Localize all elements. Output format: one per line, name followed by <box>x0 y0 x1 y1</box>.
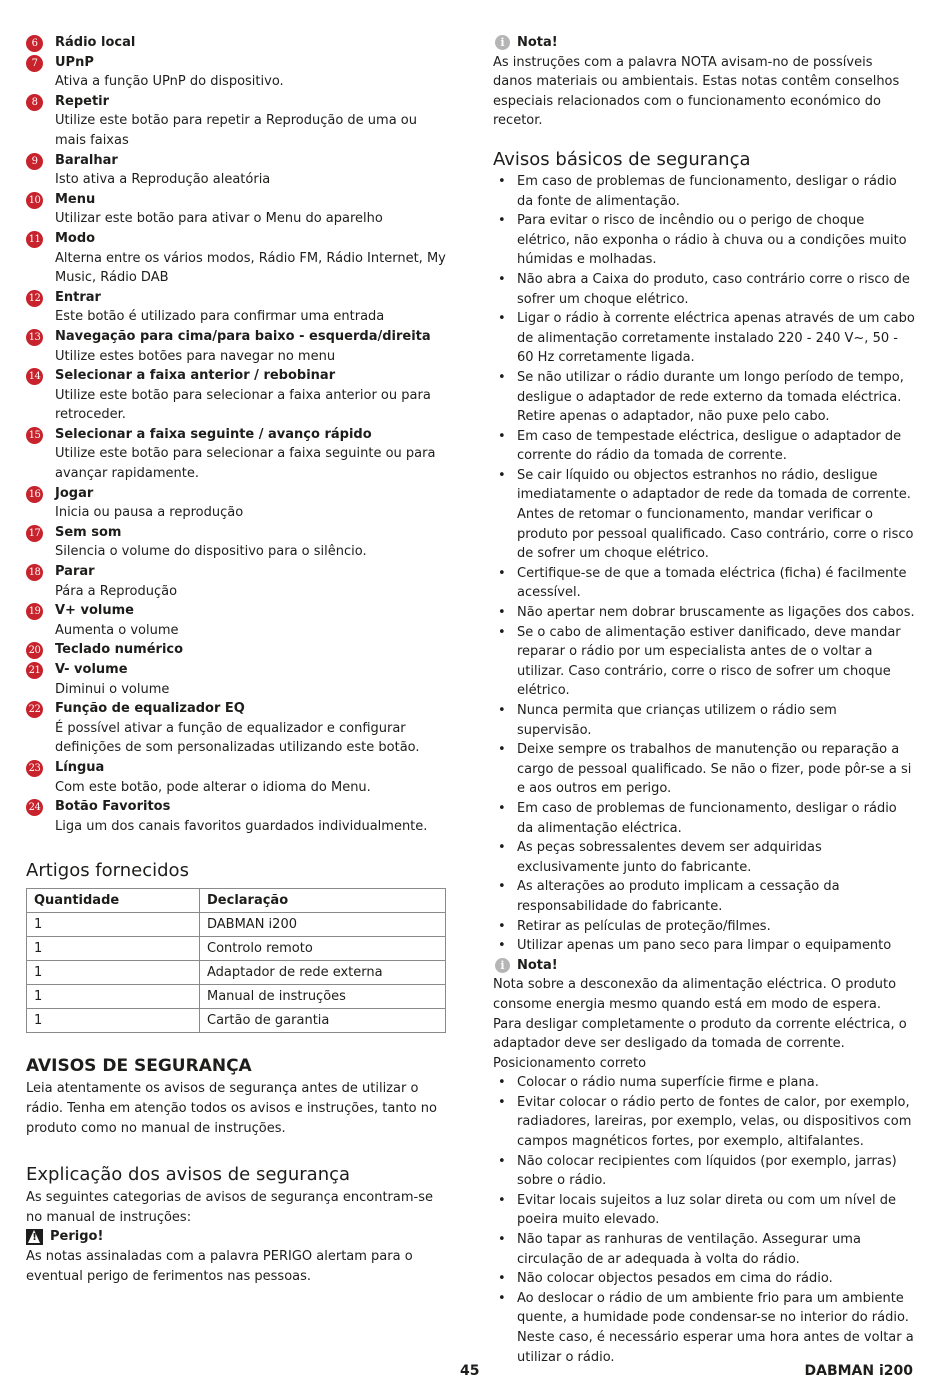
control-title: V- volume <box>55 662 128 677</box>
quantity-cell: 1 <box>27 1009 200 1033</box>
basic-safety-list <box>493 172 915 956</box>
control-title: Baralhar <box>55 152 118 168</box>
list-item: • Não abra a Caixa do produto, caso contrário corre o risco de sofrer um choque elétrico. <box>493 270 915 309</box>
list-item: • Não colocar recipientes com líquidos (por exemplo, jarras) sobre o rádio. <box>493 1152 915 1191</box>
control-number-badge: 11 <box>26 231 43 248</box>
table-row <box>27 961 446 985</box>
control-number-badge: 21 <box>26 662 43 679</box>
control-title: Menu <box>55 191 96 207</box>
control-item <box>26 92 451 151</box>
control-description: Utilize estes botões para navegar no menu <box>55 348 336 364</box>
info-icon: i <box>495 958 510 973</box>
control-number-badge: 13 <box>26 329 43 346</box>
control-item <box>26 601 451 640</box>
safety-heading: AVISOS DE SEGURANÇA <box>26 1056 252 1077</box>
list-item: • As peças sobressalentes devem ser adquiridas exclusivamente junto do fabricante. <box>493 838 915 877</box>
control-item <box>26 229 451 288</box>
control-number-badge: 23 <box>26 760 43 777</box>
note-heading-2 <box>493 956 915 976</box>
left-column <box>26 33 451 1286</box>
danger-heading <box>26 1227 451 1247</box>
list-item: • Utilizar apenas um pano seco para limpar o equipamento <box>493 936 915 956</box>
declaration-cell: Adaptador de rede externa <box>200 961 446 985</box>
list-item: • Em caso de problemas de funcionamento, desligar o rádio da alimentação eléctrica. <box>493 799 915 838</box>
info-icon: i <box>495 35 510 50</box>
control-description: Liga um dos canais favoritos guardados individualmente. <box>55 818 428 834</box>
control-description: Utilize este botão para selecionar a faixa seguinte ou para avançar rapidamente. <box>55 446 436 482</box>
control-item <box>26 699 451 758</box>
control-number-badge: 18 <box>26 564 43 581</box>
control-item <box>26 151 451 190</box>
control-number-badge: 19 <box>26 603 43 620</box>
control-description: Isto ativa a Reprodução aleatória <box>55 172 271 188</box>
list-item: • Deixe sempre os trabalhos de manutenção ou reparação a cargo de pessoal qualificado. Se não o fizer, pode pôr-se a si e aos outros em perigo. <box>493 740 915 799</box>
control-title: Rádio local <box>55 35 136 50</box>
control-number-badge: 20 <box>26 642 43 659</box>
control-description: Utilize este botão para repetir a Reprodução de uma ou mais faixas <box>55 113 417 148</box>
control-title: V+ volume <box>55 603 134 619</box>
control-description: Utilize este botão para selecionar a faixa anterior ou para retroceder. <box>55 387 431 423</box>
list-item: • Não apertar nem dobrar bruscamente as ligações dos cabos. <box>493 603 915 623</box>
control-number-badge: 14 <box>26 368 43 385</box>
list-item: • Se não utilizar o rádio durante um longo período de tempo, desligue o adaptador de rede externo da tomada eléctrica. Retire apenas o adaptador, não puxe pelo cabo. <box>493 368 915 427</box>
control-number-badge: 15 <box>26 427 43 444</box>
control-description: Aumenta o volume <box>55 622 179 638</box>
control-description: Com este botão, pode alterar o idioma do Menu. <box>55 779 371 795</box>
list-item: • Colocar o rádio numa superfície firme e plana. <box>493 1073 915 1093</box>
list-item: • Em caso de problemas de funcionamento, desligar o rádio da fonte de alimentação. <box>493 172 915 211</box>
quantity-cell: 1 <box>27 985 200 1009</box>
control-title: Jogar <box>55 485 94 501</box>
control-title: UPnP <box>55 54 94 70</box>
list-item: • Não colocar objectos pesados em cima do rádio. <box>493 1269 915 1289</box>
control-number-badge: 7 <box>26 55 43 72</box>
danger-label: Perigo! <box>50 1229 104 1245</box>
note-text: As instruções com a palavra NOTA avisam-no de possíveis danos materiais ou ambientais. Estas notas contêm conselhos especiais relacionados com o funcionamento económico do recetor. <box>493 54 900 129</box>
table-row <box>27 913 446 937</box>
table-row <box>27 937 446 961</box>
footer-model-name: DABMAN i200 <box>804 1363 913 1379</box>
control-item <box>26 660 451 699</box>
list-item: • Certifique-se de que a tomada eléctrica (ficha) é facilmente acessível. <box>493 564 915 603</box>
quantity-cell: 1 <box>27 913 200 937</box>
control-item <box>26 425 451 484</box>
col-header-qty: Quantidade <box>27 889 200 913</box>
control-description: Este botão é utilizado para confirmar uma entrada <box>55 309 385 325</box>
safety-intro: Leia atentamente os avisos de segurança antes de utilizar o rádio. Tenha em atenção todos os avisos e instruções, tanto no produto como no manual de instruções. <box>26 1081 437 1136</box>
note2-paragraph-1: Nota sobre a desconexão da alimentação eléctrica. O produto consome energia mesmo quando está em modo de espera. <box>493 977 897 1012</box>
note2-paragraph-2: Para desligar completamente o produto da corrente eléctrica, o adaptador deve ser desligado da tomada de corrente. <box>493 1016 907 1052</box>
control-number-badge: 12 <box>26 290 43 307</box>
control-description: Silencia o volume do dispositivo para o silêncio. <box>55 544 367 560</box>
list-item: • Ao deslocar o rádio de um ambiente frio para um ambiente quente, a humidade pode condensar-se no interior do rádio. Neste caso, é necessário esperar uma hora antes de voltar a utilizar o rádio. <box>493 1289 915 1367</box>
quantity-cell: 1 <box>27 961 200 985</box>
control-title: Sem som <box>55 524 122 540</box>
list-item: • Se cair líquido ou objectos estranhos no rádio, desligue imediatamente o adaptador de rede da tomada de corrente. Antes de retomar o funcionamento, mandar verificar o produto por pessoal qualificado. Caso contrário, corre o risco de sofrer um choque elétrico. <box>493 466 915 564</box>
control-title: Selecionar a faixa anterior / rebobinar <box>55 368 336 384</box>
quantity-cell: 1 <box>27 937 200 961</box>
declaration-cell: Cartão de garantia <box>200 1009 446 1033</box>
control-description: É possível ativar a função de equalizador e configurar definições de som personalizadas utilizando este botão. <box>55 720 420 756</box>
declaration-cell: DABMAN i200 <box>200 913 446 937</box>
list-item: • As alterações ao produto implicam a cessação da responsabilidade do fabricante. <box>493 877 915 916</box>
list-item: • Nunca permita que crianças utilizem o rádio sem supervisão. <box>493 701 915 740</box>
right-column <box>493 33 915 1367</box>
explanation-heading: Explicação dos avisos de segurança <box>26 1164 351 1186</box>
control-item <box>26 366 451 425</box>
declaration-cell: Controlo remoto <box>200 937 446 961</box>
control-title: Botão Favoritos <box>55 799 171 815</box>
danger-text: As notas assinaladas com a palavra PERIGO alertam para o eventual perigo de ferimentos nas pessoas. <box>26 1248 413 1284</box>
control-description: Pára a Reprodução <box>55 583 178 599</box>
control-item <box>26 523 451 562</box>
control-description: Ativa a função UPnP do dispositivo. <box>55 74 284 90</box>
list-item: • Não tapar as ranhuras de ventilação. Assegurar uma circulação de ar adequada à volta do rádio. <box>493 1230 915 1269</box>
control-title: Parar <box>55 564 95 580</box>
basic-safety-heading: Avisos básicos de segurança <box>493 148 751 170</box>
control-title: Entrar <box>55 289 101 305</box>
control-title: Língua <box>55 759 105 775</box>
control-item <box>26 484 451 523</box>
control-item <box>26 190 451 229</box>
control-item <box>26 797 451 836</box>
control-description: Diminui o volume <box>55 681 170 697</box>
list-item: • Ligar o rádio à corrente eléctrica apenas através de um cabo de alimentação corretamente instalado 220 - 240 V~, 50 - 60 Hz corretamente ligada. <box>493 309 915 368</box>
explanation-intro: As seguintes categorias de avisos de segurança encontram-se no manual de instruções: <box>26 1190 433 1225</box>
table-header-row <box>27 889 446 913</box>
control-title: Função de equalizador EQ <box>55 701 245 717</box>
page-number: 45 <box>460 1363 480 1379</box>
control-number-badge: 24 <box>26 799 43 816</box>
control-number-badge: 17 <box>26 525 43 542</box>
controls-list <box>26 33 451 836</box>
control-item <box>26 33 451 53</box>
control-description: Utilizar este botão para ativar o Menu do aparelho <box>55 211 383 227</box>
control-item <box>26 327 451 366</box>
list-item: • Retirar as películas de proteção/filmes. <box>493 917 915 937</box>
control-description: Alterna entre os vários modos, Rádio FM, Rádio Internet, My Music, Rádio DAB <box>55 250 446 286</box>
supplied-heading: Artigos fornecidos <box>26 860 189 882</box>
table-row <box>27 1009 446 1033</box>
control-number-badge: 22 <box>26 701 43 718</box>
control-number-badge: 6 <box>26 35 43 52</box>
control-title: Navegação para cima/para baixo - esquerda/direita <box>55 328 431 344</box>
list-item: • Em caso de tempestade eléctrica, desligue o adaptador de corrente do rádio da tomada de corrente. <box>493 427 915 466</box>
note-heading <box>493 33 915 53</box>
note-label: Nota! <box>517 35 558 50</box>
supplied-table <box>26 888 446 1033</box>
control-item <box>26 562 451 601</box>
list-item: • Evitar colocar o rádio perto de fontes de calor, por exemplo, radiadores, lareiras, por exemplo, velas, ou dispositivos com campos magnéticos fortes, por exemplo, altifalantes. <box>493 1093 915 1152</box>
control-item <box>26 53 451 92</box>
control-title: Teclado numérico <box>55 642 184 658</box>
control-number-badge: 9 <box>26 153 43 170</box>
list-item: • Para evitar o risco de incêndio ou o perigo de choque elétrico, não exponha o rádio à chuva ou a condições muito húmidas e molhadas. <box>493 211 915 270</box>
list-item: • Se o cabo de alimentação estiver danificado, deve mandar reparar o rádio por um especialista antes de o voltar a utilizar. Caso contrário, corre o risco de sofrer um choque elétrico. <box>493 623 915 701</box>
warning-triangle-icon <box>26 1229 43 1245</box>
placement-subheading: Posicionamento correto <box>493 1055 647 1071</box>
list-item: • Evitar locais sujeitos a luz solar direta ou com um nível de poeira muito elevado. <box>493 1191 915 1230</box>
control-description: Inicia ou pausa a reprodução <box>55 505 244 521</box>
control-title: Modo <box>55 230 96 246</box>
control-number-badge: 10 <box>26 192 43 209</box>
col-header-declaration: Declaração <box>200 889 446 913</box>
control-item <box>26 288 451 327</box>
control-title: Selecionar a faixa seguinte / avanço rápido <box>55 426 372 442</box>
control-number-badge: 8 <box>26 94 43 111</box>
control-item <box>26 758 451 797</box>
control-item <box>26 640 451 660</box>
control-number-badge: 16 <box>26 486 43 503</box>
declaration-cell: Manual de instruções <box>200 985 446 1009</box>
note-label-2: Nota! <box>517 957 558 973</box>
table-row <box>27 985 446 1009</box>
placement-list <box>493 1073 915 1367</box>
control-title: Repetir <box>55 93 110 109</box>
